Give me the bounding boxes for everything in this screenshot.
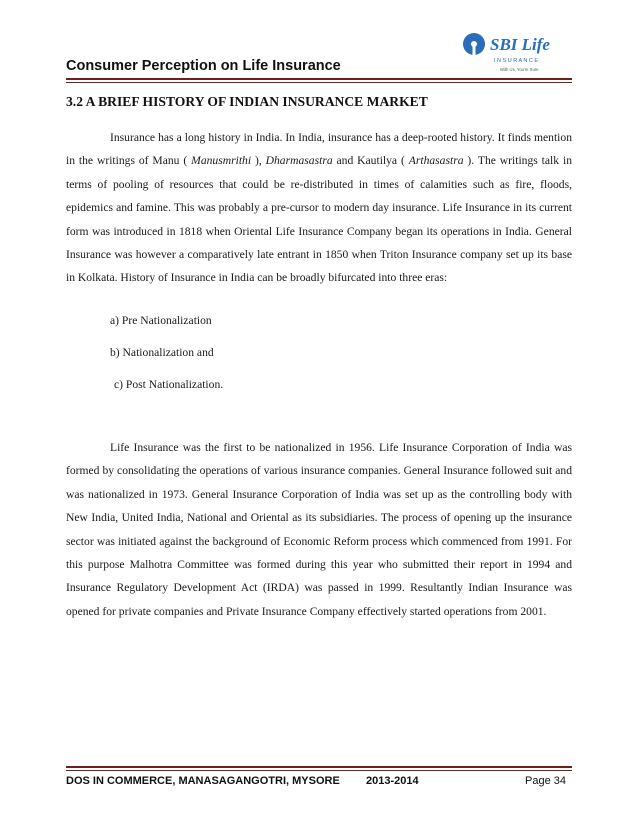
header-rule-thick <box>66 78 572 80</box>
term-arthasastra: Arthasastra <box>408 154 464 168</box>
era-list-item: a) Pre Nationalization <box>110 314 212 327</box>
term-dharmasastra: Dharmasastra <box>265 154 333 168</box>
document-header-title: Consumer Perception on Life Insurance <box>66 58 341 74</box>
paragraph-nationalization: Life Insurance was the first to be nationalized in 1956. Life Insurance Corporation of India was formed by consolidating the operations of various insurance companies. General Insurance followed suit and was nationalized in 1973. General Insurance Corporation of India was set up as the controlling body with New India, United India, National and Oriental as its subsidiaries. The process of opening up the insurance sector was initiated against the background of Economic Reform process which commenced from 1991. For this purpose Malhotra Committee was formed during this year who submitted their report in 1994 and Insurance Regulatory Development Act (IRDA) was passed in 1999. Resultantly Indian Insurance was opened for private companies and Private Insurance Company effectively started operations from 2001. <box>66 441 572 618</box>
era-list-item: c) Post Nationalization. <box>114 378 224 391</box>
logo-subtitle-text: I N S U R A N C E <box>494 58 539 64</box>
footer-rule-thick <box>66 766 572 768</box>
section-heading: 3.2 A BRIEF HISTORY OF INDIAN INSURANCE MARKET <box>66 94 428 109</box>
logo-tagline-text: With Us, You're Sure <box>500 67 539 72</box>
footer-page-number: Page 34 <box>525 775 566 787</box>
logo-brand-text: SBI Life <box>490 35 550 54</box>
footer-rule-thin <box>66 770 572 771</box>
term-manusmrithi: Manusmrithi <box>191 154 252 168</box>
footer-year: 2013-2014 <box>366 775 419 787</box>
paragraph-history: Insurance has a long history in India. In India, insurance has a deep-rooted history. It finds mention in the writings of Manu ( Manusmrithi ), Dharmasastra and Kautilya ( Arthasastra ). The writings talk in terms of pooling of resources that could be re-distributed in times of calamities such as fire, floods, epidemics and famine. This was probably a pre-cursor to modern day insurance. Life Insurance in its current form was introduced in 1818 when Oriental Life Insurance Company began its operations in India. General Insurance was however a comparatively late entrant in 1850 when Triton Insurance company set up its base in Kolkata. History of Insurance in India can be broadly bifurcated into three eras: <box>66 131 572 285</box>
sbi-life-logo <box>460 28 572 76</box>
footer-department: DOS IN COMMERCE, MANASAGANGOTRI, MYSORE <box>66 775 340 787</box>
era-list-item: b) Nationalization and <box>110 346 214 359</box>
header-rule-thin <box>66 82 572 83</box>
